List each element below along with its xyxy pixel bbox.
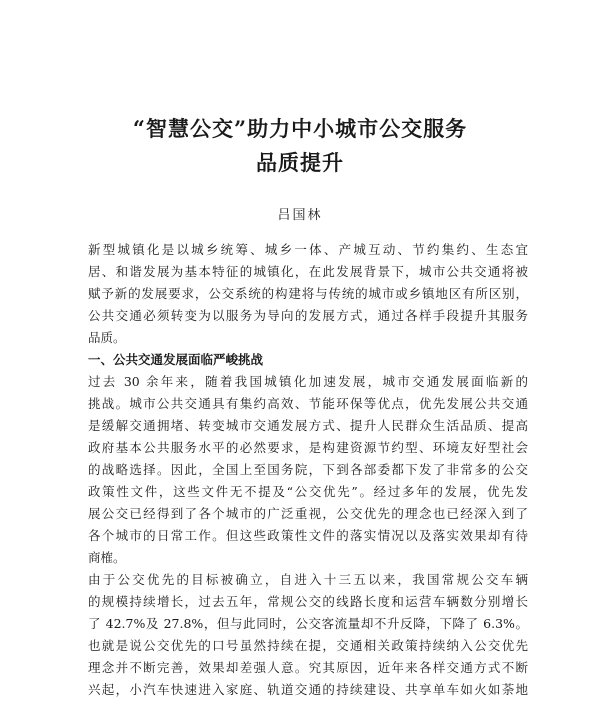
body-line: 兴起，小汽车快速进入家庭、轨道交通的持续建设、共享单车如火如荼地	[88, 682, 528, 697]
body-line: 展公交已经得到了各个城市的广泛重视，公交优先的理念也已经深入到了	[88, 506, 528, 521]
body-line: 商榷。	[88, 550, 126, 565]
body-line: 各个城市的日常工作。但这些政策性文件的落实情况以及落实效果却有待	[88, 528, 528, 543]
body-line: 新型城镇化是以城乡统筹、城乡一体、产城互动、节约集约、生态宜	[88, 242, 528, 257]
body-line: 的规模持续增长，过去五年，常规公交的线路长度和运营车辆数分别增长	[88, 594, 528, 609]
body-line: 由于公交优先的目标被确立，自进入十三五以来，我国常规公交车辆	[88, 572, 528, 587]
document-body	[88, 239, 528, 701]
body-line: 了 42.7%及 27.8%，但与此同时，公交客流量却不升反降，下降了 6.3%。	[88, 616, 528, 631]
document-title-line-2: 品质提升	[256, 150, 344, 175]
document-author: 吕国林	[277, 208, 323, 223]
body-line: 的战略选择。因此，全国上至国务院，下到各部委都下发了非常多的公交	[88, 462, 528, 477]
body-line: 是缓解交通拥堵、转变城市交通发展方式、提升人民群众生活品质、提高	[88, 418, 528, 433]
document-title-line-1: “智慧公交”助力中小城市公交服务	[132, 116, 468, 141]
body-line: 也就是说公交优先的口号虽然持续在提，交通相关政策持续纳入公交优先	[88, 638, 528, 653]
body-line: 理念并不断完善，效果却差强人意。究其原因，近年来各样交通方式不断	[88, 660, 528, 675]
body-line: 过去 30 余年来，随着我国城镇化加速发展，城市交通发展面临新的	[88, 374, 528, 389]
body-line: 赋予新的发展要求，公交系统的构建将与传统的城市或乡镇地区有所区别，	[88, 286, 528, 301]
body-line: 居、和谐发展为基本特征的城镇化，在此发展背景下，城市公共交通将被	[88, 264, 528, 279]
section-heading: 一、公共交通发展面临严峻挑战	[88, 352, 264, 367]
body-line: 品质。	[88, 330, 126, 345]
body-line: 公共交通必须转变为以服务为导向的发展方式，通过各样手段提升其服务	[88, 308, 528, 323]
body-line: 政策性文件，这些文件无不提及“公交优先”。经过多年的发展，优先发	[88, 484, 528, 499]
body-line: 政府基本公共服务水平的必然要求，是构建资源节约型、环境友好型社会	[88, 440, 528, 455]
body-line: 挑战。城市公共交通具有集约高效、节能环保等优点，优先发展公共交通	[88, 396, 528, 411]
